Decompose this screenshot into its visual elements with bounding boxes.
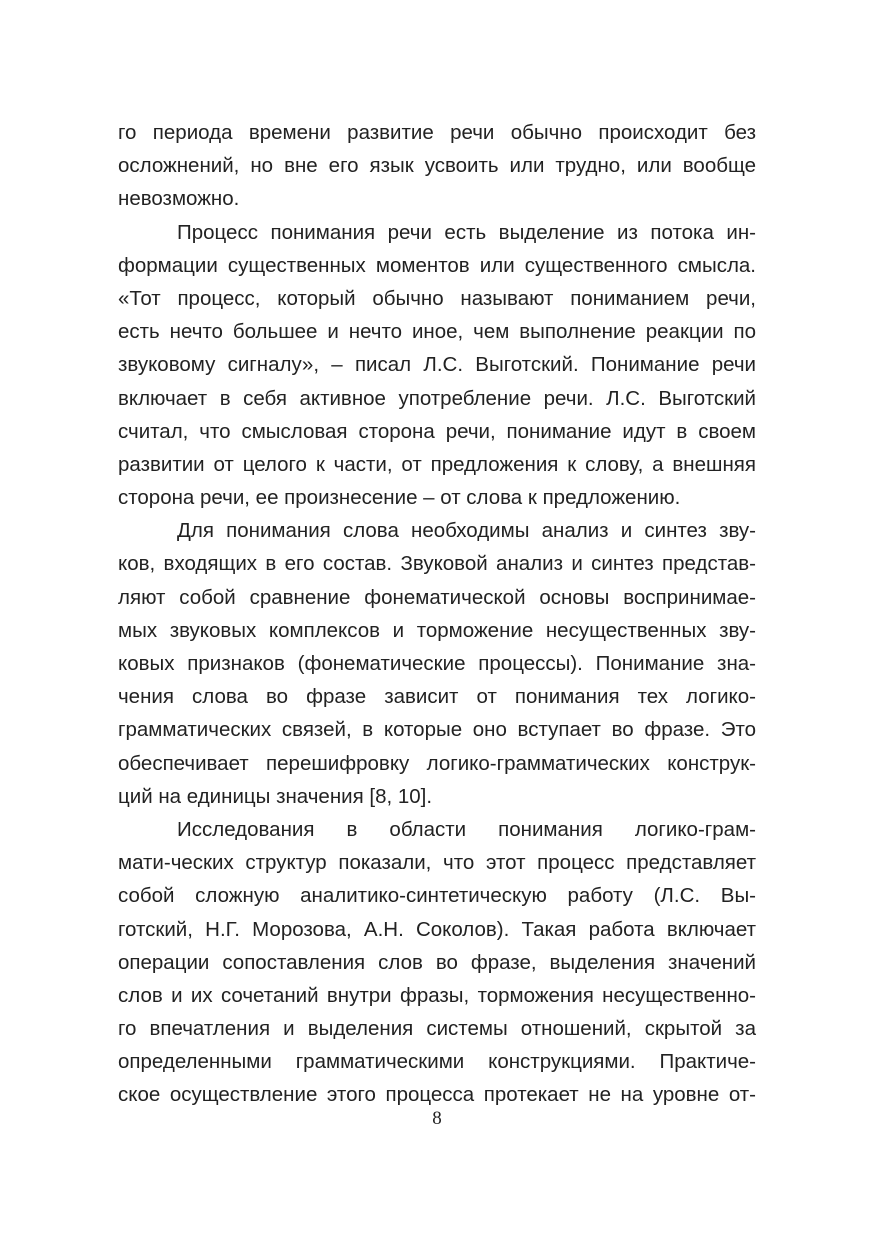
text-line: грамматических связей, в которые оно вступает во фразе. Это [118, 718, 756, 742]
text-line: обеспечивает перешифровку логико-грамматических конструк- [118, 751, 756, 775]
text-line: ляют собой сравнение фонематической основы воспринимае- [118, 585, 756, 609]
paragraph-first-line: Исследования в области понимания логико-грам- [177, 817, 756, 841]
text-line: ций на единицы значения [8, 10]. [118, 784, 433, 808]
text-line: го впечатления и выделения системы отношений, скрытой за [118, 1017, 756, 1041]
text-line: ков, входящих в его состав. Звуковой анализ и синтез представ- [118, 552, 756, 576]
text-line: мых звуковых комплексов и торможение несущественных зву- [118, 618, 756, 642]
page-number: 8 [432, 1108, 442, 1129]
text-line: операции сопоставления слов во фразе, выделения значений [118, 950, 756, 974]
text-line: формации существенных моментов или существенного смысла. [118, 253, 756, 277]
body-text [118, 116, 756, 1112]
text-line: считал, что смысловая сторона речи, понимание идут в своем [118, 419, 756, 443]
text-line: собой сложную аналитико-синтетическую работу (Л.С. Вы- [118, 884, 756, 908]
text-line: определенными грамматическими конструкциями. Практиче- [118, 1050, 756, 1074]
text-line: невозможно. [118, 187, 240, 211]
paragraph-first-line: Процесс понимания речи есть выделение из потока ин- [177, 220, 756, 244]
text-line: ское осуществление этого процесса протекает не на уровне от- [118, 1083, 756, 1107]
text-line: «Тот процесс, который обычно называют пониманием речи, [118, 286, 756, 310]
text-line: включает в себя активное употребление речи. Л.С. Выготский [118, 386, 756, 410]
text-line: го периода времени развитие речи обычно происходит без [118, 121, 756, 144]
text-line: мати-ческих структур показали, что этот процесс представляет [118, 851, 756, 875]
text-line: сторона речи, ее произнесение – от слова к предложению. [118, 486, 681, 510]
text-line: осложнений, но вне его язык усвоить или трудно, или вообще [118, 154, 756, 178]
text-line: развитии от целого к части, от предложения к слову, а внешняя [118, 452, 756, 476]
paragraph-first-line: Для понимания слова необходимы анализ и синтез зву- [177, 519, 756, 543]
text-line: слов и их сочетаний внутри фразы, торможения несущественно- [118, 983, 756, 1007]
text-line: готский, Н.Г. Морозова, А.Н. Соколов). Такая работа включает [118, 917, 756, 941]
text-line: чения слова во фразе зависит от понимания тех логико- [118, 685, 756, 709]
text-line: ковых признаков (фонематические процессы). Понимание зна- [118, 652, 756, 675]
text-line: звуковому сигналу», – писал Л.С. Выготский. Понимание речи [118, 353, 756, 377]
text-line: есть нечто большее и нечто иное, чем выполнение реакции по [118, 320, 756, 344]
